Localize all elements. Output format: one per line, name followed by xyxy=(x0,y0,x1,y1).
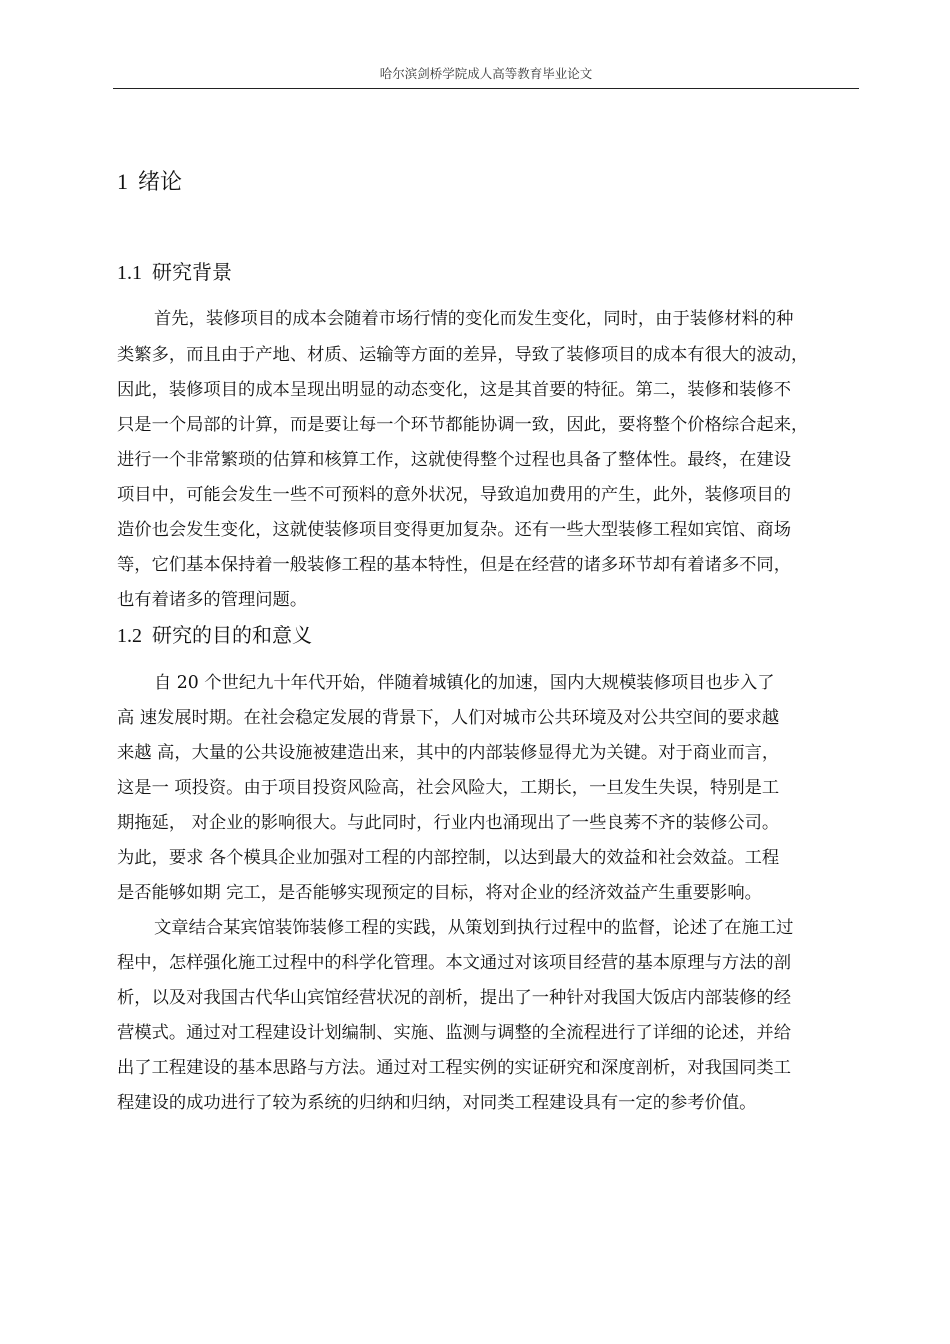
section-title-1-1 xyxy=(117,257,232,288)
section-title-1-2 xyxy=(117,620,312,651)
header-text: 哈尔滨剑桥学院成人高等教育毕业论文 xyxy=(379,66,593,81)
paragraph-line: 因此，装修项目的成本呈现出明显的动态变化，这是其首要的特征。第二，装修和装修不 xyxy=(117,380,791,400)
paragraph-line: 进行一个非常繁琐的估算和核算工作，这就使得整个过程也具备了整体性。最终，在建设 xyxy=(117,450,791,470)
chapter-title xyxy=(117,165,182,200)
paragraph-line: 是否能够如期 完工，是否能够实现预定的目标，将对企业的经济效益产生重要影响。 xyxy=(117,883,762,903)
paragraph-line: 高 速发展时期。在社会稳定发展的背景下，人们对城市公共环境及对公共空间的要求越 xyxy=(117,708,780,728)
chapter-number: 1 xyxy=(117,169,128,194)
paragraph-line: 造价也会发生变化，这就使装修项目变得更加复杂。还有一些大型装修工程如宾馆、商场 xyxy=(117,520,791,540)
paragraph-line: 也有着诸多的管理问题。 xyxy=(117,590,308,610)
paragraph-line: 程建设的成功进行了较为系统的归纳和归纳，对同类工程建设具有一定的参考价值。 xyxy=(117,1093,757,1113)
paragraph-line: 来越 高，大量的公共设施被建造出来，其中的内部装修显得尤为关键。对于商业而言， xyxy=(117,743,780,763)
paragraph-line: 析，以及对我国古代华山宾馆经营状况的剖析，提出了一种针对我国大饭店内部装修的经 xyxy=(117,988,791,1008)
paragraph-line: 自 20 个世纪九十年代开始，伴随着城镇化的加速，国内大规模装修项目也步入了 xyxy=(154,673,775,693)
page-header xyxy=(113,62,859,89)
paragraph-line: 等，它们基本保持着一般装修工程的基本特性，但是在经营的诸多环节却有着诸多不同， xyxy=(117,555,791,575)
paragraph-line: 项目中，可能会发生一些不可预料的意外状况，导致追加费用的产生，此外，装修项目的 xyxy=(117,485,791,505)
paragraph-line: 期拖延， 对企业的影响很大。与此同时，行业内也涌现出了一些良莠不齐的装修公司。 xyxy=(117,813,780,833)
section-number: 1.1 xyxy=(117,262,142,284)
paragraph-line: 出了工程建设的基本思路与方法。通过对工程实例的实证研究和深度剖析，对我国同类工 xyxy=(117,1058,791,1078)
paragraph-line: 程中，怎样强化施工过程中的科学化管理。本文通过对该项目经营的基本原理与方法的剖 xyxy=(117,953,791,973)
paragraph-line: 只是一个局部的计算，而是要让每一个环节都能协调一致，因此，要将整个价格综合起来， xyxy=(117,415,809,435)
paragraph-line: 为此，要求 各个模具企业加强对工程的内部控制，以达到最大的效益和社会效益。工程 xyxy=(117,848,780,868)
section-number: 1.2 xyxy=(117,625,142,647)
paragraph-line: 文章结合某宾馆装饰装修工程的实践，从策划到执行过程中的监督，论述了在施工过 xyxy=(154,918,794,938)
paragraph-line: 首先，装修项目的成本会随着市场行情的变化而发生变化，同时，由于装修材料的种 xyxy=(154,309,794,329)
paragraph-line: 营模式。通过对工程建设计划编制、实施、监测与调整的全流程进行了详细的论述，并给 xyxy=(117,1023,791,1043)
paragraph-line: 类繁多，而且由于产地、材质、运输等方面的差异，导致了装修项目的成本有很大的波动， xyxy=(117,345,809,365)
section-title-text: 研究背景 xyxy=(152,260,232,284)
paragraph-line: 这是一 项投资。由于项目投资风险高，社会风险大，工期长，一旦发生失误，特别是工 xyxy=(117,778,780,798)
chapter-title-text: 绪论 xyxy=(138,170,183,195)
section-title-text: 研究的目的和意义 xyxy=(152,623,312,647)
